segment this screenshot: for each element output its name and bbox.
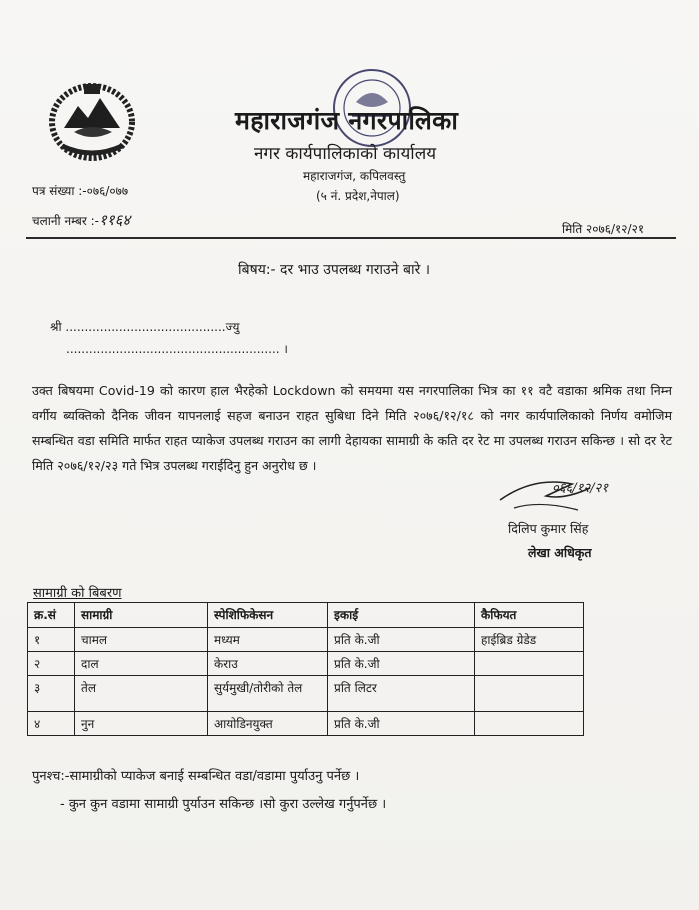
recipient-line-1: श्री ..........................................ज्यु (50, 320, 240, 334)
cell-material: तेल (75, 676, 208, 712)
signature-block (494, 470, 669, 580)
cell-specification: आयोडिनयुक्त (208, 712, 328, 736)
signatory-title: लेखा अधिकृत (528, 545, 592, 560)
header-serial: क्र.सं (28, 603, 75, 628)
cell-remarks (475, 676, 584, 712)
postscript-line-1: पुनश्च:-सामाग्रीको प्याकेज बनाई सम्बन्धित वडा/वडामा पुर्याउनु पर्नेछ । (32, 769, 360, 784)
table-row (28, 712, 584, 736)
signature-date: ०६६/१२/२१ (552, 481, 609, 496)
cell-serial: २ (28, 652, 75, 676)
nepal-emblem-icon (44, 76, 140, 162)
table-row (28, 628, 584, 652)
cell-serial: ४ (28, 712, 75, 736)
cell-serial: ३ (28, 676, 75, 712)
cell-remarks (475, 712, 584, 736)
table-header-row (28, 603, 584, 628)
header-material: सामाग्री (75, 603, 208, 628)
recipient-line-2: ........................................................ । (66, 342, 288, 356)
cell-specification: मध्यम (208, 628, 328, 652)
letter-date: मिति २०७६/१२/२१ (562, 222, 645, 236)
cell-unit: प्रति के.जी (328, 628, 475, 652)
header-unit: इकाई (328, 603, 475, 628)
cell-specification: सुर्यमुखी/तोरीको तेल (208, 676, 328, 712)
dispatch-value: ११६४ (98, 211, 131, 229)
dispatch-label: चलानी नम्बर :- (32, 214, 99, 228)
header-remarks: कैफियत (475, 603, 584, 628)
letter-subject: बिषय:- दर भाउ उपलब्ध गराउने बारे । (238, 262, 431, 278)
cell-unit: प्रति के.जी (328, 652, 475, 676)
org-name: महाराजगंज नगरपालिका (235, 106, 459, 135)
office-address: महाराजगंज, कपिलवस्तु (303, 169, 406, 183)
table-row (28, 676, 584, 712)
office-name: नगर कार्यपालिकाको कार्यालय (254, 144, 437, 164)
cell-remarks: हाईब्रिड ग्रेडेड (475, 628, 584, 652)
cell-unit: प्रति लिटर (328, 676, 475, 712)
cell-material: दाल (75, 652, 208, 676)
letter-body: उक्त बिषयमा Covid-19 को कारण हाल भैरहेको Lockdown को समयमा यस नगरपालिका भित्र का ११ वटै वडाका श्रमिक तथा निम्न वर्गीय ब्यक्तिको दैनिक जीवन यापनलाई सहज बनाउन राहत सुबिधा दिने मिति २०७६/१२/१८ को नगर कार्यपालिकाको निर्णय वमोजिम सम्बन्धित वडा समिति मार्फत राहत प्याकेज उपलब्ध गराउन का लागी देहायका सामाग्री के कति दर रेट मा उपलब्ध गराउन सकिन्छ । सो दर रेट मिति २०७६/१२/२३ गते भित्र उपलब्ध गराईदिनु हुन अनुरोध छ । (32, 383, 672, 473)
dispatch-number (32, 210, 130, 230)
cell-serial: १ (28, 628, 75, 652)
cell-specification: केराउ (208, 652, 328, 676)
signatory-name: दिलिप कुमार सिंह (508, 521, 589, 536)
cell-material: चामल (75, 628, 208, 652)
cell-material: नुन (75, 712, 208, 736)
table-row (28, 652, 584, 676)
office-province: (५ नं. प्रदेश,नेपाल) (316, 189, 400, 203)
header-divider (26, 237, 676, 239)
header-specification: स्पेशिफिकेसन (208, 603, 328, 628)
cell-remarks (475, 652, 584, 676)
reference-number: पत्र संख्या :-०७६/०७७ (32, 184, 129, 198)
cell-unit: प्रति के.जी (328, 712, 475, 736)
materials-table (27, 602, 584, 736)
table-title: सामाग्री को बिबरण (33, 586, 122, 601)
postscript-line-2: - कुन कुन वडामा सामाग्री पुर्याउन सकिन्छ ।सो कुरा उल्लेख गर्नुपर्नेछ । (60, 797, 387, 812)
